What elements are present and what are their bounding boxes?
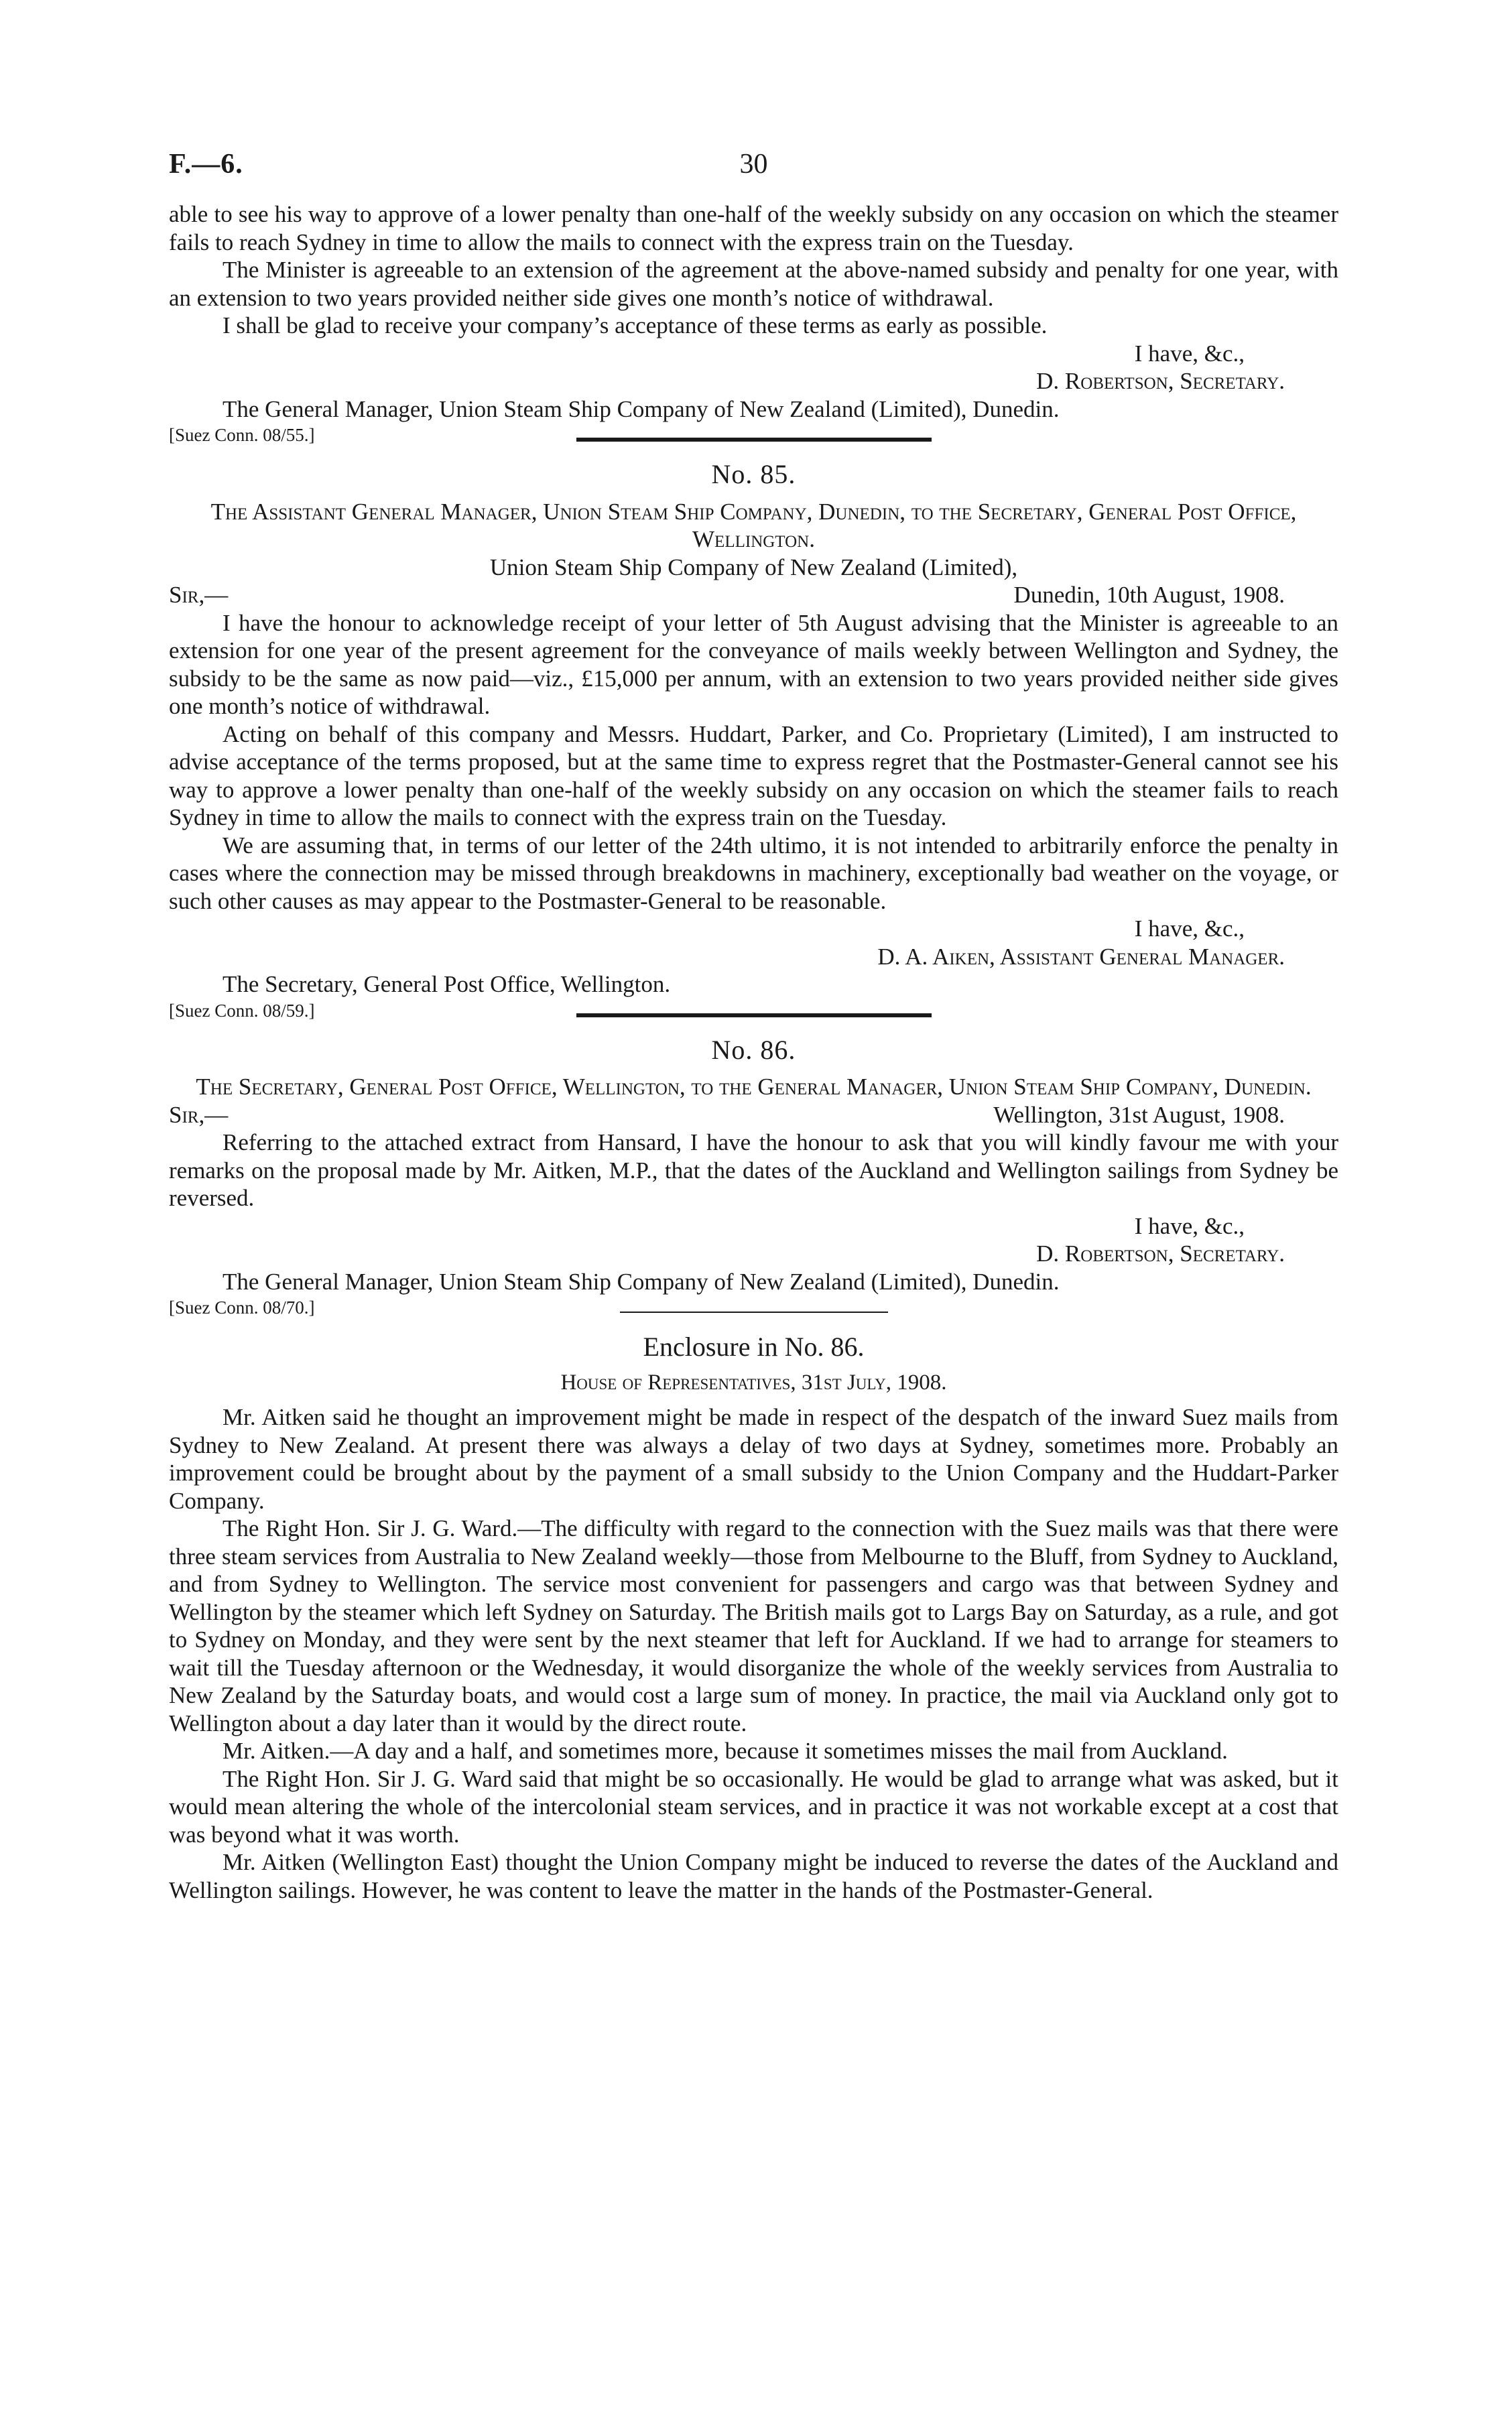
- enclosure-no-86: [169, 1333, 1338, 1904]
- house-heading: House of Representatives, 31st July, 1908.: [560, 1370, 947, 1395]
- letter-number-title: No. 85.: [711, 459, 796, 489]
- paragraph: Referring to the attached extract from Hansard, I have the honour to ask that you will kindly favour me with your remarks on the proposal made by Mr. Aitken, M.P., that the dates of the Auckland and Wellington sailings from Sydney be reversed.: [169, 1129, 1338, 1211]
- file-reference: [Suez Conn. 08/55.]: [169, 425, 315, 445]
- paragraph: The Right Hon. Sir J. G. Ward said that might be so occasionally. He would be glad to arrange what was asked, but it would mean altering the whole of the intercolonial steam services, and in practice it was not workable except at a cost that was beyond what it was worth.: [169, 1765, 1338, 1848]
- closing: I have, &c.,: [1134, 915, 1245, 942]
- section-divider: [576, 1013, 932, 1017]
- section-label: F.—6.: [169, 149, 243, 180]
- section-divider: [576, 438, 932, 442]
- paragraph: Acting on behalf of this company and Messrs. Huddart, Parker, and Co. Proprietary (Limited), I am instructed to advise acceptance of the terms proposed, but at the same time to express regret that the Postmaster-General cannot see his way to approve a lower penalty than one-half of the weekly subsidy on any occasion on which the steamer fails to reach Sydney in time to allow the mails to connect with the express train on the Tuesday.: [169, 720, 1338, 830]
- file-reference: [Suez Conn. 08/70.]: [169, 1297, 315, 1318]
- paragraph: Mr. Aitken said he thought an improvement might be made in respect of the despatch of the inward Suez mails from Sydney to New Zealand. At present there was always a delay of two days at Sydney, sometimes more. Probably an improvement could be brought about by the payment of a small subsidy to the Union Company and the Huddart-Parker Company.: [169, 1404, 1338, 1514]
- paragraph: I have the honour to acknowledge receipt of your letter of 5th August advising that the Minister is agreeable to an extension for one year of the present agreement for the conveyance of mails weekly between Wellington and Sydney, the subsidy to be the same as now paid—viz., £15,000 per annum, with an extension to two years provided neither side gives one month’s notice of withdrawal.: [169, 609, 1338, 719]
- page-header: [169, 151, 1338, 191]
- closing: I have, &c.,: [1134, 1212, 1245, 1239]
- addressee: The Secretary, General Post Office, Wellington.: [223, 971, 671, 997]
- paragraph: I shall be glad to receive your company’s acceptance of these terms as early as possible.: [223, 312, 1048, 338]
- salutation: Sir,—: [169, 582, 229, 608]
- paragraph: The Minister is agreeable to an extension of the agreement at the above-named subsidy and penalty for one year, with an extension to two years provided neither side gives one month’s notice of withdrawal.: [169, 257, 1338, 311]
- previous-letter: [169, 200, 1338, 446]
- salutation-row: [169, 1101, 1338, 1129]
- letter-heading: The Assistant General Manager, Union Steam Ship Company, Dunedin, to the Secretary, General Post Office, Wellington.: [210, 498, 1297, 552]
- salutation-row: [169, 581, 1338, 609]
- signature: D. Robertson, Secretary.: [1036, 1240, 1285, 1267]
- enclosure-title: Enclosure in No. 86.: [643, 1332, 865, 1362]
- section-divider: [620, 1312, 888, 1313]
- signature: D. A. Aiken, Assistant General Manager.: [877, 943, 1285, 970]
- place-date: Dunedin, 10th August, 1908.: [1013, 582, 1285, 608]
- paragraph: The Right Hon. Sir J. G. Ward.—The difficulty with regard to the connection with the Suez mails was that there were three steam services from Australia to New Zealand weekly—those from Melbourne to the Bluff, from Sydney to Auckland, and from Sydney to Wellington. The service most convenient for passengers and cargo was that between Sydney and Wellington by the steamer which left Sydney on Saturday. The British mails got to Largs Bay on Saturday, as a rule, and got to Sydney on Monday, and they were sent by the next steamer that left for Auckland. If we had to arrange for steamers to wait till the Tuesday afternoon or the Wednesday, it would disorganize the whole of the weekly services from Australia to New Zealand by the Saturday boats, and would cost a large sum of money. In practice, the mail via Auckland only got to Wellington about a day later than it would by the direct route.: [169, 1515, 1338, 1736]
- letter-no-85: [169, 460, 1338, 1021]
- file-reference: [Suez Conn. 08/59.]: [169, 1000, 315, 1021]
- closing: I have, &c.,: [1134, 340, 1245, 367]
- addressee: The General Manager, Union Steam Ship Company of New Zealand (Limited), Dunedin.: [223, 1268, 1060, 1295]
- addressee: The General Manager, Union Steam Ship Company of New Zealand (Limited), Dunedin.: [223, 395, 1060, 422]
- letter-heading: The Secretary, General Post Office, Wellington, to the General Manager, Union Steam Ship Company, Dunedin.: [196, 1074, 1312, 1100]
- salutation: Sir,—: [169, 1101, 229, 1128]
- paragraph: Mr. Aitken (Wellington East) thought the Union Company might be induced to reverse the dates of the Auckland and Wellington sailings. However, he was content to leave the matter in the hands of the Postmaster-General.: [169, 1849, 1338, 1903]
- letter-no-86: [169, 1036, 1338, 1319]
- signature: D. Robertson, Secretary.: [1036, 368, 1285, 394]
- page-body: [169, 151, 1338, 1904]
- sender-line: Union Steam Ship Company of New Zealand (Limited),: [489, 554, 1018, 580]
- letter-number-title: No. 86.: [711, 1034, 796, 1065]
- paragraph: able to see his way to approve of a lower penalty than one-half of the weekly subsidy on any occasion on which the steamer fails to reach Sydney in time to allow the mails to connect with the express train on the Tuesday.: [169, 201, 1338, 255]
- page-number: 30: [739, 149, 768, 180]
- place-date: Wellington, 31st August, 1908.: [993, 1101, 1285, 1128]
- paragraph: We are assuming that, in terms of our letter of the 24th ultimo, it is not intended to arbitrarily enforce the penalty in cases where the connection may be missed through breakdowns in machinery, exceptionally bad weather on the voyage, or such other causes as may appear to the Postmaster-General to be reasonable.: [169, 832, 1338, 914]
- paragraph: Mr. Aitken.—A day and a half, and sometimes more, because it sometimes misses the mail from Auckland.: [223, 1738, 1228, 1764]
